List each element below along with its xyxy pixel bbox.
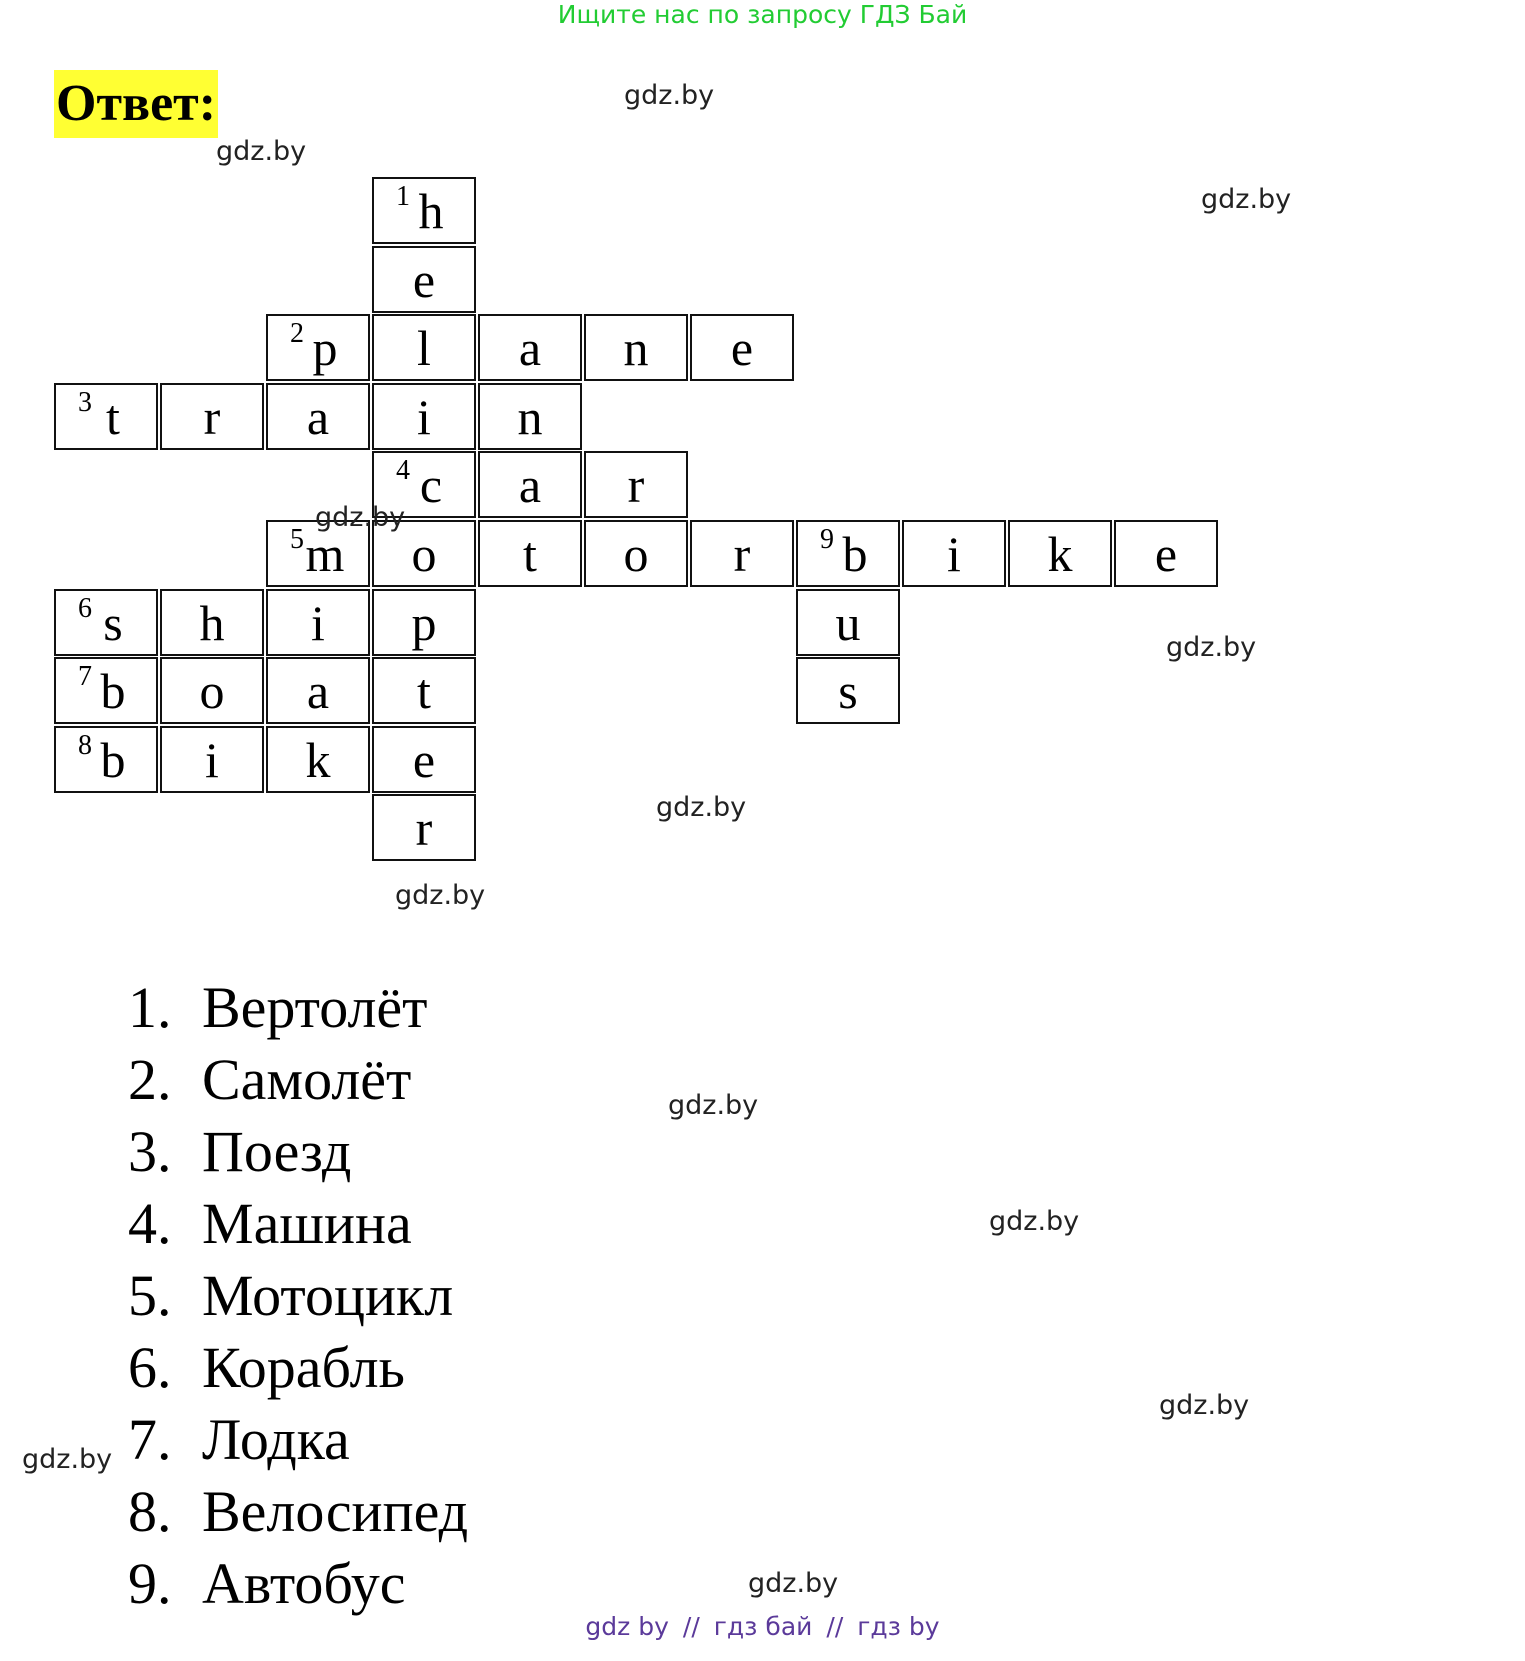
watermark: gdz.by xyxy=(1166,632,1257,663)
crossword-cell xyxy=(54,726,158,793)
crossword-cell xyxy=(584,520,688,587)
answer-text: Самолёт xyxy=(202,1047,412,1112)
cell-letter: p xyxy=(411,594,437,651)
crossword-cell xyxy=(796,589,900,656)
cell-letter: h xyxy=(199,594,225,651)
cell-letter: k xyxy=(1047,526,1073,582)
answer-text: Поезд xyxy=(202,1119,352,1184)
cell-letter: i xyxy=(417,388,431,445)
crossword-cell xyxy=(584,451,688,518)
cell-letter: a xyxy=(518,320,542,377)
crossword-cell xyxy=(372,246,476,313)
footer-separator: // xyxy=(826,1612,844,1641)
cell-letter: a xyxy=(518,457,542,514)
cell-letter: b xyxy=(842,526,868,582)
footer xyxy=(0,1612,1525,1642)
clue-number: 9 xyxy=(820,524,834,555)
crossword-cell xyxy=(160,657,264,724)
cell-letter: a xyxy=(306,663,330,720)
watermark: gdz.by xyxy=(216,136,307,167)
crossword-cell xyxy=(266,657,370,724)
crossword-cell xyxy=(372,177,476,244)
crossword-cell xyxy=(160,383,264,450)
footer-link[interactable]: гдз бай xyxy=(713,1612,813,1641)
watermark: gdz.by xyxy=(1201,184,1292,215)
answer-item xyxy=(128,1044,468,1116)
cell-letter: k xyxy=(305,731,331,788)
cell-letter: i xyxy=(205,731,219,788)
answer-item xyxy=(128,1476,468,1548)
crossword-cell xyxy=(796,520,900,587)
answer-text: Машина xyxy=(202,1191,412,1256)
crossword-cell xyxy=(266,589,370,656)
crossword-cell xyxy=(54,589,158,656)
answer-list xyxy=(128,972,468,1620)
crossword-cell xyxy=(902,520,1006,587)
cell-letter: b xyxy=(100,731,126,788)
answer-text: Лодка xyxy=(202,1407,350,1472)
crossword-cell xyxy=(372,589,476,656)
crossword-cell xyxy=(584,314,688,381)
crossword-cell xyxy=(266,314,370,381)
cell-letter: r xyxy=(733,526,751,582)
footer-link[interactable]: гдз by xyxy=(857,1612,940,1641)
clue-number: 1 xyxy=(396,181,410,212)
answer-heading: Ответ: xyxy=(54,70,218,138)
watermark: gdz.by xyxy=(315,502,406,533)
clue-number: 4 xyxy=(396,455,410,487)
cell-letter: u xyxy=(835,594,861,651)
clue-number: 3 xyxy=(78,386,92,418)
crossword-cell xyxy=(478,383,582,450)
cell-letter: o xyxy=(623,526,649,582)
clue-number: 5 xyxy=(290,524,304,555)
answer-number: 7. xyxy=(128,1407,172,1472)
crossword-cell xyxy=(160,726,264,793)
cell-letter: e xyxy=(412,251,436,308)
cell-letter: r xyxy=(203,388,221,445)
crossword-cell xyxy=(54,383,158,450)
answer-text: Мотоцикл xyxy=(202,1263,454,1328)
crossword-cell xyxy=(372,314,476,381)
crossword-cell xyxy=(372,383,476,450)
cell-letter: o xyxy=(199,663,225,720)
watermark: gdz.by xyxy=(624,80,715,111)
crossword-cell xyxy=(478,451,582,518)
crossword-cell xyxy=(54,657,158,724)
answer-number: 6. xyxy=(128,1335,172,1400)
answer-number: 3. xyxy=(128,1119,172,1184)
cell-letter: e xyxy=(1154,526,1178,582)
watermark: gdz.by xyxy=(22,1444,113,1475)
crossword-cell xyxy=(160,589,264,656)
cell-letter: c xyxy=(419,457,443,514)
crossword-cell xyxy=(266,726,370,793)
cell-letter: b xyxy=(100,663,126,720)
answer-number: 2. xyxy=(128,1047,172,1112)
watermark: gdz.by xyxy=(656,792,747,823)
top-banner: Ищите нас по запросу ГДЗ Бай xyxy=(557,0,968,29)
crossword-cell xyxy=(690,314,794,381)
cell-letter: n xyxy=(623,320,649,377)
crossword-cell xyxy=(478,520,582,587)
answer-item xyxy=(128,1332,468,1404)
clue-number: 8 xyxy=(78,729,92,761)
cell-letter: r xyxy=(415,800,433,857)
cell-letter: s xyxy=(838,663,858,720)
clue-number: 7 xyxy=(78,661,92,693)
cell-letter: o xyxy=(411,526,437,582)
answer-text: Корабль xyxy=(202,1335,405,1400)
cell-letter: s xyxy=(103,594,123,651)
answer-number: 5. xyxy=(128,1263,172,1328)
clue-number: 6 xyxy=(78,592,92,624)
crossword-cell xyxy=(266,383,370,450)
crossword-cell xyxy=(372,726,476,793)
cell-letter: i xyxy=(947,526,961,582)
watermark: gdz.by xyxy=(395,880,486,911)
answer-text: Вертолёт xyxy=(202,975,428,1040)
crossword-cell xyxy=(690,520,794,587)
cell-letter: t xyxy=(417,663,431,720)
answer-number: 1. xyxy=(128,975,172,1040)
watermark: gdz.by xyxy=(1159,1390,1250,1421)
watermark: gdz.by xyxy=(989,1206,1080,1237)
watermark: gdz.by xyxy=(748,1568,839,1599)
answer-item xyxy=(128,972,468,1044)
clue-number: 2 xyxy=(290,318,304,350)
cell-letter: i xyxy=(311,594,325,651)
crossword-cell xyxy=(1008,520,1112,587)
answer-number: 4. xyxy=(128,1191,172,1256)
cell-letter: r xyxy=(627,457,645,514)
crossword-cell xyxy=(372,657,476,724)
cell-letter: l xyxy=(417,320,431,377)
crossword-cell xyxy=(1114,520,1218,587)
crossword-cell xyxy=(796,657,900,724)
cell-letter: h xyxy=(418,183,444,239)
answer-item xyxy=(128,1260,468,1332)
cell-letter: m xyxy=(305,526,345,582)
cell-letter: n xyxy=(517,388,543,445)
answer-item xyxy=(128,1404,468,1476)
cell-letter: e xyxy=(730,320,754,377)
cell-letter: t xyxy=(106,388,120,445)
watermark: gdz.by xyxy=(668,1090,759,1121)
answer-text: Автобус xyxy=(202,1551,406,1616)
cell-letter: e xyxy=(412,731,436,788)
crossword-cell xyxy=(478,314,582,381)
answer-number: 8. xyxy=(128,1479,172,1544)
cell-letter: a xyxy=(306,388,330,445)
answer-item xyxy=(128,1188,468,1260)
answer-item xyxy=(128,1116,468,1188)
footer-separator: // xyxy=(682,1612,700,1641)
answer-number: 9. xyxy=(128,1551,172,1616)
answer-text: Велосипед xyxy=(202,1479,469,1544)
footer-link[interactable]: gdz by xyxy=(585,1612,669,1641)
crossword-cell xyxy=(372,794,476,861)
cell-letter: t xyxy=(523,526,537,582)
cell-letter: p xyxy=(312,320,338,377)
answer-item xyxy=(128,1548,468,1620)
